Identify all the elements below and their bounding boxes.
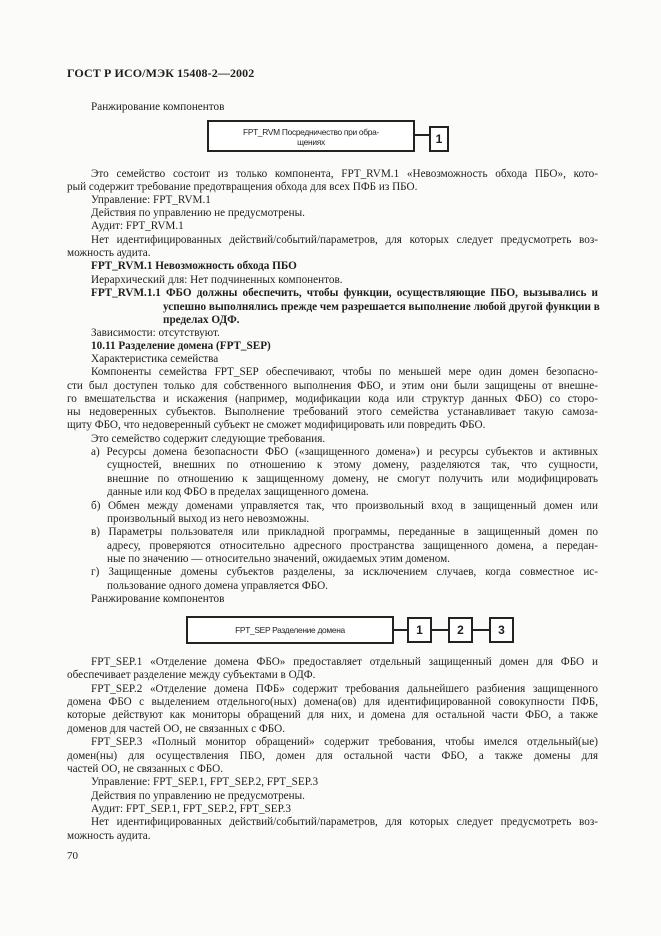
rvm-family-box xyxy=(207,120,415,152)
rvm-audit-text-line-2: можность аудита. xyxy=(67,247,151,259)
sep-connector-2 xyxy=(432,629,448,631)
sep-p1-line-2: сти был доступен только для собственного выполнения ФБО, и этим они были защищены от внешне- xyxy=(67,380,598,392)
sep1-line-1: FPT_SEP.1 «Отделение домена ФБО» предоставляет отдельный защищенный домен для ФБО и xyxy=(91,656,598,668)
rvm-element-line-3: пределах ОДФ. xyxy=(163,314,240,326)
rvm-audit: Аудит: FPT_RVM.1 xyxy=(91,220,184,232)
rvm-ranking-title: Ранжирование компонентов xyxy=(91,101,225,113)
sep-p1-line-5: щиту ФБО, что недоверенный субъект не сможет модифицировать или повредить ФБО. xyxy=(67,419,486,431)
rvm-level-1-box: 1 xyxy=(429,126,449,152)
sep-p1-line-4: ны недоверенных субъектов. Выполнение требований этого семейства устанавливает такую самоза- xyxy=(67,406,598,418)
sep-management-actions: Действия по управлению не предусмотрены. xyxy=(91,790,305,802)
sep2-line-2: домена ФБО с выделением отдельного(ных) домена(ов) для идентифицированной совокупности ПФБ, xyxy=(67,696,598,708)
sep-item-b-line-1: б) Обмен между доменами управляется так, что произвольный вход в защищенный домен или xyxy=(91,500,598,512)
sep-item-a-line-2: сущностей, внешних по отношению к этому домену, разделяются так, что сущности, xyxy=(107,459,598,471)
sep-item-d-line-1: г) Защищенные домены субъектов разделены, за исключением случаев, когда совместное ис- xyxy=(91,566,598,578)
sep-characteristic: Характеристика семейства xyxy=(91,353,219,365)
rvm-management: Управление: FPT_RVM.1 xyxy=(91,194,211,206)
rvm-connector xyxy=(415,134,429,136)
rvm-intro-line-1: Это семейство состоит из только компонента, FPT_RVM.1 «Невозможность обхода ПБО», кото- xyxy=(91,168,598,180)
sep-item-a-line-1: а) Ресурсы домена безопасности ФБО («защищенного домена») и ресурсы субъектов и активных xyxy=(91,446,598,458)
sep-p2: Это семейство содержит следующие требования. xyxy=(91,433,326,445)
rvm-element-line-2: успешно выполнялись прежде чем разрешается выполнение любой другой функции в xyxy=(163,301,600,313)
sep3-line-1: FPT_SEP.3 «Полный монитор обращений» содержит требования, чтобы имелся отдельный(ые) xyxy=(91,736,598,748)
sep3-line-2: домен(ны) для осуществления ПБО, домен для остальной части ФБО, а также домены для xyxy=(67,750,598,762)
sep-item-c-line-1: в) Параметры пользователя или прикладной программы, переданные в защищенный домен по xyxy=(91,526,598,538)
sep-family-box: FPT_SEP Разделение домена xyxy=(186,616,394,644)
sep-audit-text-line-2: можность аудита. xyxy=(67,830,151,842)
sep-audit-text-line-1: Нет идентифицированных действий/событий/параметров, для которых следует предусмотреть воз- xyxy=(91,816,598,828)
rvm-audit-text-line-1: Нет идентифицированных действий/событий/параметров, для которых следует предусмотреть воз- xyxy=(91,234,598,246)
sep-p1-line-3: го вмешательства и искажения (например, модификации кода или структур данных ФБО) со сторо- xyxy=(67,393,598,405)
rvm-family-label-1: FPT_RVM Посредничество при обра- xyxy=(243,127,379,137)
sep-ranking-title: Ранжирование компонентов xyxy=(91,593,225,605)
sep-item-a-line-4: данные или код ФБО в пределах защищенного домена. xyxy=(107,486,369,498)
sep-level-3-box: 3 xyxy=(489,617,514,643)
sep2-line-3: которые действуют как мониторы обращений для них, и домена для остальной части ФБО, а также xyxy=(67,709,598,721)
sep-item-c-line-2: адресу, проверяются относительно адресного пространства защищенного домена, а передан- xyxy=(107,540,598,552)
sep-item-c-line-3: ные по значению — относительно значений, ожидаемых этим доменом. xyxy=(107,553,450,565)
rvm-family-label-2: щениях xyxy=(297,137,325,147)
rvm-element-line-1: FPT_RVM.1.1 ФБО должны обеспечить, чтобы функции, осуществляющие ПБО, вызывались и xyxy=(91,287,598,299)
sep-connector-1 xyxy=(394,629,407,631)
page-number: 70 xyxy=(67,850,78,862)
rvm-component-title: FPT_RVM.1 Невозможность обхода ПБО xyxy=(91,260,297,272)
sep-audit: Аудит: FPT_SEP.1, FPT_SEP.2, FPT_SEP.3 xyxy=(91,803,291,815)
sep2-line-4: доменов для частей ОО, не связанных с ФБО. xyxy=(67,723,286,735)
sep-level-2-box: 2 xyxy=(448,617,473,643)
sep-section-title: 10.11 Разделение домена (FPT_SEP) xyxy=(91,340,271,352)
rvm-management-actions: Действия по управлению не предусмотрены. xyxy=(91,207,305,219)
sep2-line-1: FPT_SEP.2 «Отделение домена ПФБ» содержит требования дальнейшего разбиения защищенного xyxy=(91,683,598,695)
rvm-intro-line-2: рый содержит требование предотвращения обхода для всех ПФБ из ПБО. xyxy=(67,181,418,193)
sep-connector-3 xyxy=(473,629,489,631)
sep-level-1-box: 1 xyxy=(407,617,432,643)
rvm-dependencies: Зависимости: отсутствуют. xyxy=(91,327,220,339)
sep1-line-2: обеспечивает разделение между субъектами в ОДФ. xyxy=(67,669,316,681)
rvm-hierarchy: Иерархический для: Нет подчиненных компонентов. xyxy=(91,274,343,286)
sep-item-a-line-3: внешние по отношению к защищенному домену, не смогут получить или модифицировать xyxy=(107,473,598,485)
sep-item-b-line-2: произвольный выход из него невозможны. xyxy=(107,513,310,525)
document-header: ГОСТ Р ИСО/МЭК 15408-2—2002 xyxy=(67,66,255,80)
sep3-line-3: частей ОО, не связанных с ФБО. xyxy=(67,763,224,775)
sep-item-d-line-2: пользование одного домена управляется ФБО. xyxy=(107,580,328,592)
sep-management: Управление: FPT_SEP.1, FPT_SEP.2, FPT_SEP.3 xyxy=(91,776,319,788)
sep-p1-line-1: Компоненты семейства FPT_SEP обеспечивают, чтобы по меньшей мере один домен безопасно- xyxy=(91,366,598,378)
